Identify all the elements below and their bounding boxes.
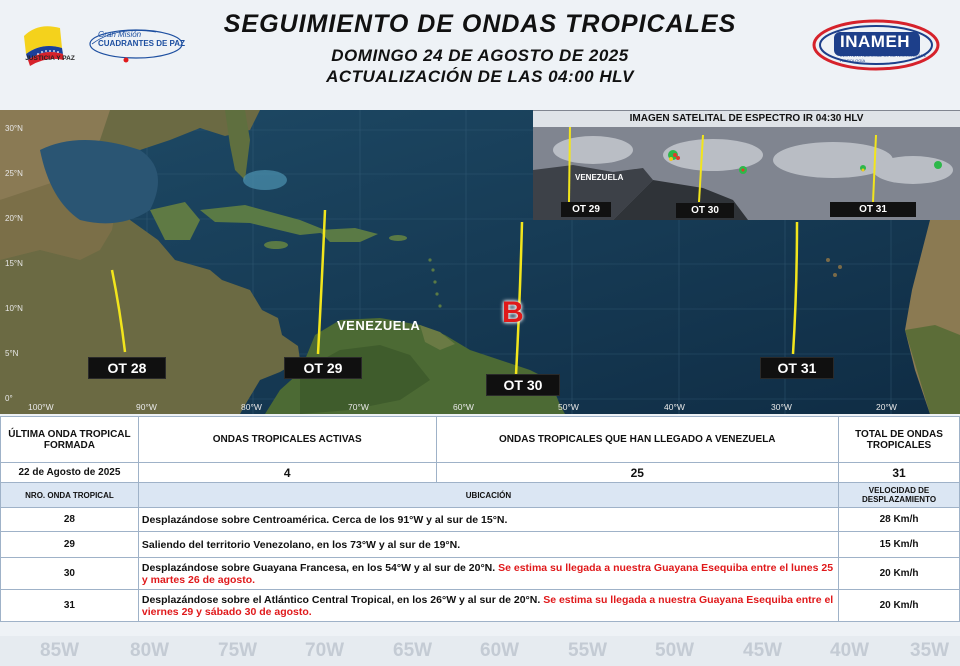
page-title: SEGUIMIENTO DE ONDAS TROPICALES	[223, 10, 737, 38]
wave-location-text: Desplazándose sobre Centroamérica. Cerca de los 91°W y al sur de 15°N.	[141, 513, 508, 526]
lon-label: 60°W	[453, 402, 474, 412]
wave-location-text: Desplazándose sobre el Atlántico Central Tropical, en los 26°W y al sur de 20°N.	[141, 593, 541, 606]
logo-mid-line1: Gran Misión	[98, 30, 142, 39]
table-row	[1, 508, 960, 532]
inameh-logo-text: INAMEH	[840, 32, 911, 51]
inset-title: IMAGEN SATELITAL DE ESPECTRO IR 04:30 HLV	[533, 111, 960, 127]
wave-arrival-note: Se estima su llegada a nuestra Guayana Esequiba entre el viernes 29 y sábado 30 de agosto.	[141, 593, 834, 618]
lat-label: 20°N	[5, 214, 23, 223]
lon-label: 70°W	[348, 402, 369, 412]
header-wave-number: NRO. ONDA TROPICAL	[1, 483, 139, 508]
waves-table	[0, 416, 960, 622]
wave-arrival-note: Se estima su llegada a nuestra Guayana Esequiba entre el lunes 25 y martes 26 de agosto.	[141, 561, 834, 586]
lat-label: 0°	[5, 394, 13, 403]
bg-label: 40W	[830, 640, 870, 661]
wave-location-text: Saliendo del territorio Venezolano, en los 73°W y al sur de 19°N.	[141, 538, 461, 551]
total-waves-count: 31	[839, 463, 960, 483]
table-row	[1, 558, 960, 590]
wave-location	[138, 590, 838, 622]
inset-venezuela-label: VENEZUELA	[575, 173, 624, 182]
bg-label: 85W	[40, 640, 80, 661]
bg-label: 60W	[480, 640, 520, 661]
wave-number: 29	[1, 532, 139, 558]
wave-location	[138, 532, 838, 558]
wave-speed: 15 Km/h	[839, 532, 960, 558]
table-row	[1, 532, 960, 558]
inameh-logo-subtext: INSTITUTO NACIONAL DE METEOROLOGÍA E HIDROLOGÍA	[840, 53, 927, 63]
header-active-waves: ONDAS TROPICALES ACTIVAS	[138, 417, 436, 463]
wave-label-ot31: OT 31	[760, 357, 834, 379]
wave-location	[138, 508, 838, 532]
date-line: DOMINGO 24 DE AGOSTO DE 2025	[331, 46, 629, 65]
wave-location	[138, 558, 838, 590]
lat-label: 5°N	[5, 349, 19, 358]
page-header	[0, 0, 960, 110]
inset-wave-label-ot30: OT 30	[676, 203, 734, 218]
inset-wave-label-ot31: OT 31	[830, 202, 916, 217]
wave-speed: 20 Km/h	[839, 590, 960, 622]
active-waves-count: 4	[138, 463, 436, 483]
last-wave-date: 22 de Agosto de 2025	[1, 463, 139, 483]
wave-speed: 28 Km/h	[839, 508, 960, 532]
system-b-marker: B	[502, 296, 524, 329]
wave-label-ot29: OT 29	[284, 357, 362, 379]
header-arrived-waves: ONDAS TROPICALES QUE HAN LLEGADO A VENEZUELA	[436, 417, 839, 463]
bg-label: 35W	[910, 640, 950, 661]
logo-left-caption: JUSTICIA Y PAZ	[25, 55, 75, 62]
lon-label: 100°W	[28, 402, 54, 412]
lon-label: 90°W	[136, 402, 157, 412]
bg-label: 50W	[655, 640, 695, 661]
lon-label: 80°W	[241, 402, 262, 412]
wave-location-text: Desplazándose sobre Guayana Francesa, en los 54°W y al sur de 20°N.	[141, 561, 496, 574]
bg-label: 80W	[130, 640, 170, 661]
lat-label: 25°N	[5, 169, 23, 178]
lat-label: 10°N	[5, 304, 23, 313]
update-line: ACTUALIZACIÓN DE LAS 04:00 HLV	[326, 67, 634, 86]
wave-number: 28	[1, 508, 139, 532]
inset-wave-label-ot29: OT 29	[561, 202, 611, 217]
logo-mid-line2: CUADRANTES DE PAZ	[98, 39, 185, 48]
background-longitude-strip	[0, 636, 960, 666]
lon-label: 50°W	[558, 402, 579, 412]
wave-label-ot28: OT 28	[88, 357, 166, 379]
wave-number: 31	[1, 590, 139, 622]
arrived-waves-count: 25	[436, 463, 839, 483]
lat-label: 15°N	[5, 259, 23, 268]
header-location: UBICACIÓN	[138, 483, 838, 508]
wave-number: 30	[1, 558, 139, 590]
venezuela-label: VENEZUELA	[337, 318, 421, 333]
bg-label: 70W	[305, 640, 345, 661]
wave-speed: 20 Km/h	[839, 558, 960, 590]
header-total-waves: TOTAL DE ONDAS TROPICALES	[839, 417, 960, 463]
header-last-wave: ÚLTIMA ONDA TROPICAL FORMADA	[1, 417, 139, 463]
lon-label: 40°W	[664, 402, 685, 412]
lon-label: 20°W	[876, 402, 897, 412]
bg-label: 65W	[393, 640, 433, 661]
header-speed: VELOCIDAD DE DESPLAZAMIENTO	[839, 483, 960, 508]
bg-label: 45W	[743, 640, 783, 661]
lon-label: 30°W	[771, 402, 792, 412]
wave-label-ot30: OT 30	[486, 374, 560, 396]
table-row	[1, 590, 960, 622]
bg-label: 55W	[568, 640, 608, 661]
lat-label: 30°N	[5, 124, 23, 133]
bg-label: 75W	[218, 640, 258, 661]
